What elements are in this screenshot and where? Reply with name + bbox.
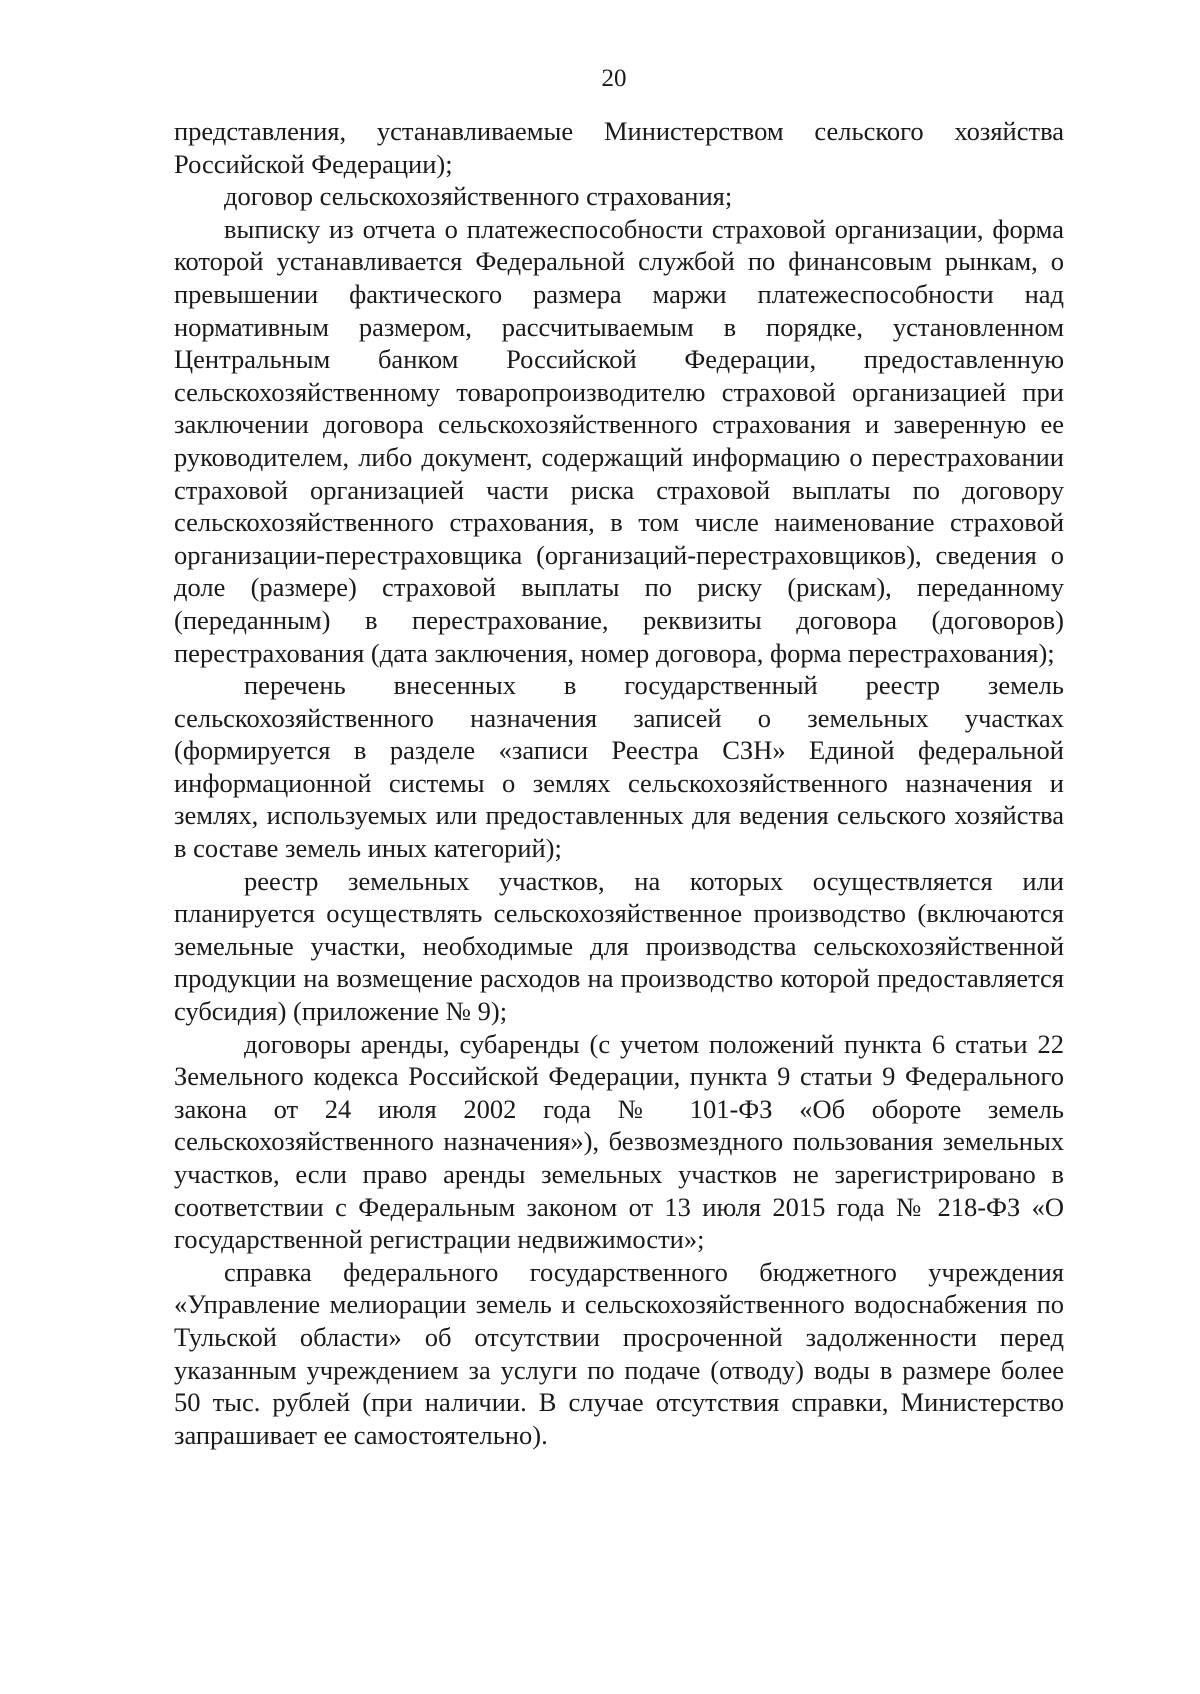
paragraph-land-registry-list: перечень внесенных в государственный реестр земель сельскохозяйственного назначения записей о земельных участках (формируется в разделе «записи Реестра СЗН» Единой федеральной информационной системы о землях сельскохозяйственного назначения и землях, используемых или предоставленных для ведения сельского хозяйства в составе земель иных категорий);: [174, 670, 1064, 864]
page-number: 20: [601, 65, 627, 92]
paragraph-continuation: представления, устанавливаемые Министерством сельского хозяйства Российской Федерации);: [174, 116, 1064, 179]
paragraph-melioration-certificate: справка федерального государственного бюджетного учреждения «Управление мелиорации земель и сельскохозяйственного водоснабжения по Тульской области» об отсутствии просроченной задолженности перед указанным учреждением за услуги по подаче (отводу) воды в размере более 50 тыс. рублей (при наличии. В случае отсутствия справки, Министерство запрашивает ее самостоятельно).: [174, 1256, 1064, 1450]
paragraph-solvency-report: выписку из отчета о платежеспособности страховой организации, форма которой устанавливается Федеральной службой по финансовым рынкам, о превышении фактического размера маржи платежеспособности над нормативным размером, рассчитываемым в порядке, установленном Центральным банком Российской Федерации, предоставленную сельскохозяйственному товаропроизводителю страховой организацией при заключении договора сельскохозяйственного страхования и заверенную ее руководителем, либо документ, содержащий информацию о перестраховании страховой организацией части риска страховой выплаты по договору сельскохозяйственного страхования, в том числе наименование страховой организации-перестраховщика (организаций-перестраховщиков), сведения о доле (размере) страховой выплаты по риску (рискам), переданному (переданным) в перестрахование, реквизиты договора (договоров) перестрахования (дата заключения, номер договора, форма перестрахования);: [174, 213, 1064, 668]
document-body: [174, 115, 1064, 1451]
paragraph-land-plots-register: реестр земельных участков, на которых осуществляется или планируется осуществлять сельскохозяйственное производство (включаются земельные участки, необходимые для производства сельскохозяйственной продукции на возмещение расходов на производство которой предоставляется субсидия) (приложение № 9);: [174, 865, 1064, 1027]
paragraph-insurance-contract: договор сельскохозяйственного страхования;: [224, 181, 733, 212]
paragraph-lease-agreements: договоры аренды, субаренды (с учетом положений пункта 6 статьи 22 Земельного кодекса Российской Федерации, пункта 9 статьи 9 Федерального закона от 24 июля 2002 года № 101-ФЗ «Об обороте земель сельскохозяйственного назначения»), безвозмездного пользования земельных участков, если право аренды земельных участков не зарегистрировано в соответствии с Федеральным законом от 13 июля 2015 года № 218-ФЗ «О государственной регистрации недвижимости»;: [174, 1028, 1064, 1255]
